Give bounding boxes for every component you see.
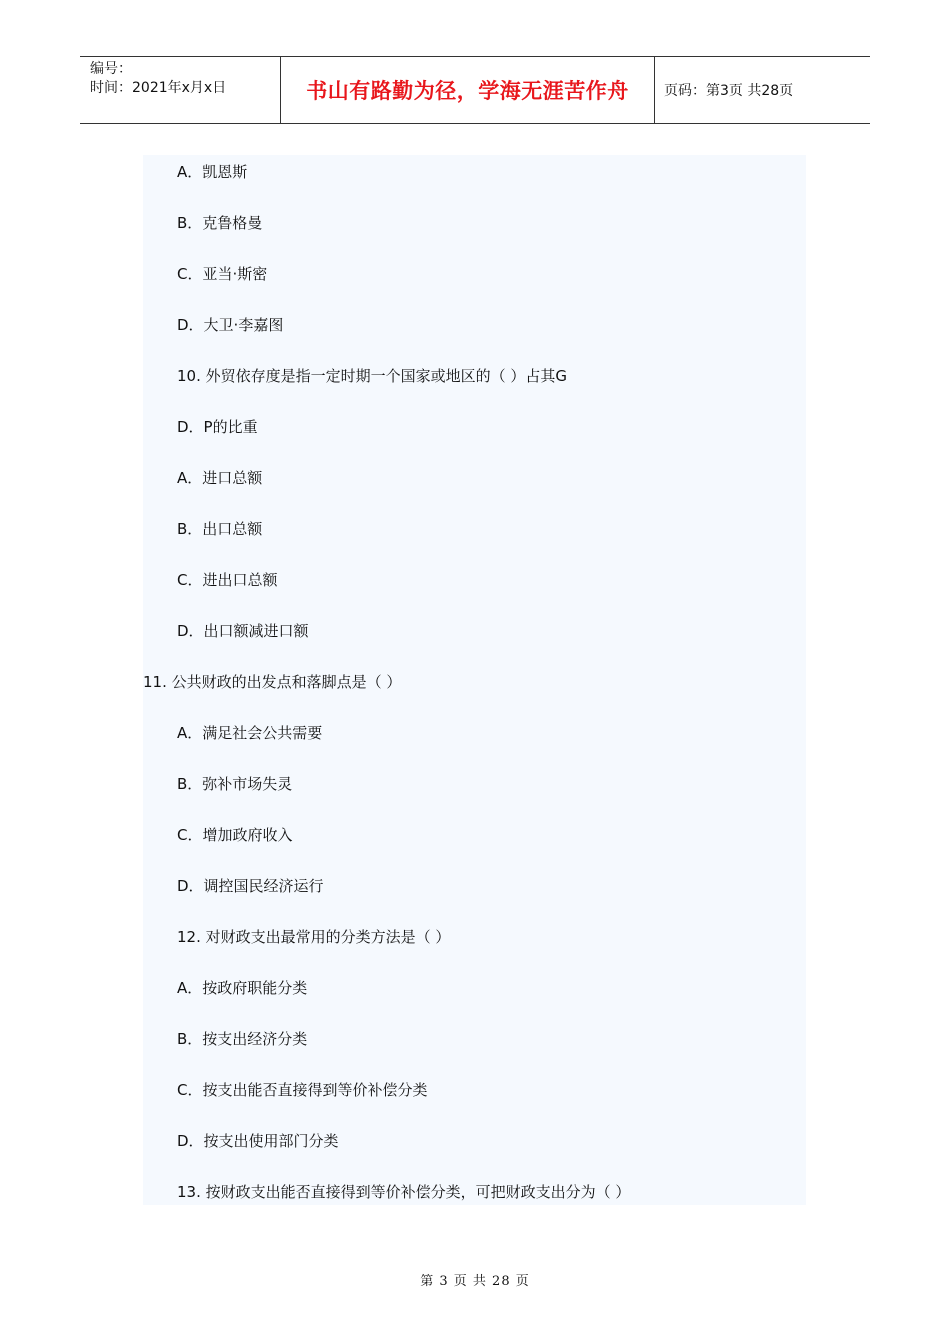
motto-text: 书山有路勤为径，学海无涯苦作舟 [306,78,629,103]
question-line: 12. 对财政支出最常用的分类方法是（ ） [177,928,451,946]
option-line: B．弥补市场失灵 [177,775,293,793]
option-line: C．按支出能否直接得到等价补偿分类 [177,1081,428,1099]
serial-number-label: 编号： [90,61,132,77]
question-line: 11. 公共财政的出发点和落脚点是（ ） [143,673,402,691]
option-line: C．增加政府收入 [177,826,293,844]
page-footer: 第 3 页 共 28 页 [420,1274,530,1289]
option-line: D．调控国民经济运行 [177,877,324,895]
option-line: B．克鲁格曼 [177,214,263,232]
option-line: D．出口额减进口额 [177,622,309,640]
date-label: 时间：2021年x月x日 [90,80,227,96]
option-line: A．凯恩斯 [177,163,248,181]
question-line-continuation: D．P的比重 [177,418,258,436]
header-motto-cell [281,57,655,123]
option-line: A．满足社会公共需要 [177,724,323,742]
option-line: A．进口总额 [177,469,263,487]
question-line: 13. 按财政支出能否直接得到等价补偿分类，可把财政支出分为（ ） [177,1183,631,1201]
option-line: C．亚当·斯密 [177,265,268,283]
option-line: B．按支出经济分类 [177,1030,308,1048]
option-line: D．大卫·李嘉图 [177,316,284,334]
page-info-text: 页码：第3页 共28页 [664,83,794,99]
option-line: A．按政府职能分类 [177,979,308,997]
header-page-info [655,57,870,123]
page-header [80,56,870,124]
option-line: C．进出口总额 [177,571,278,589]
header-meta [80,57,281,123]
option-line: B．出口总额 [177,520,263,538]
question-line: 10. 外贸依存度是指一定时期一个国家或地区的（ ）占其G [177,367,568,385]
option-line: D．按支出使用部门分类 [177,1132,339,1150]
